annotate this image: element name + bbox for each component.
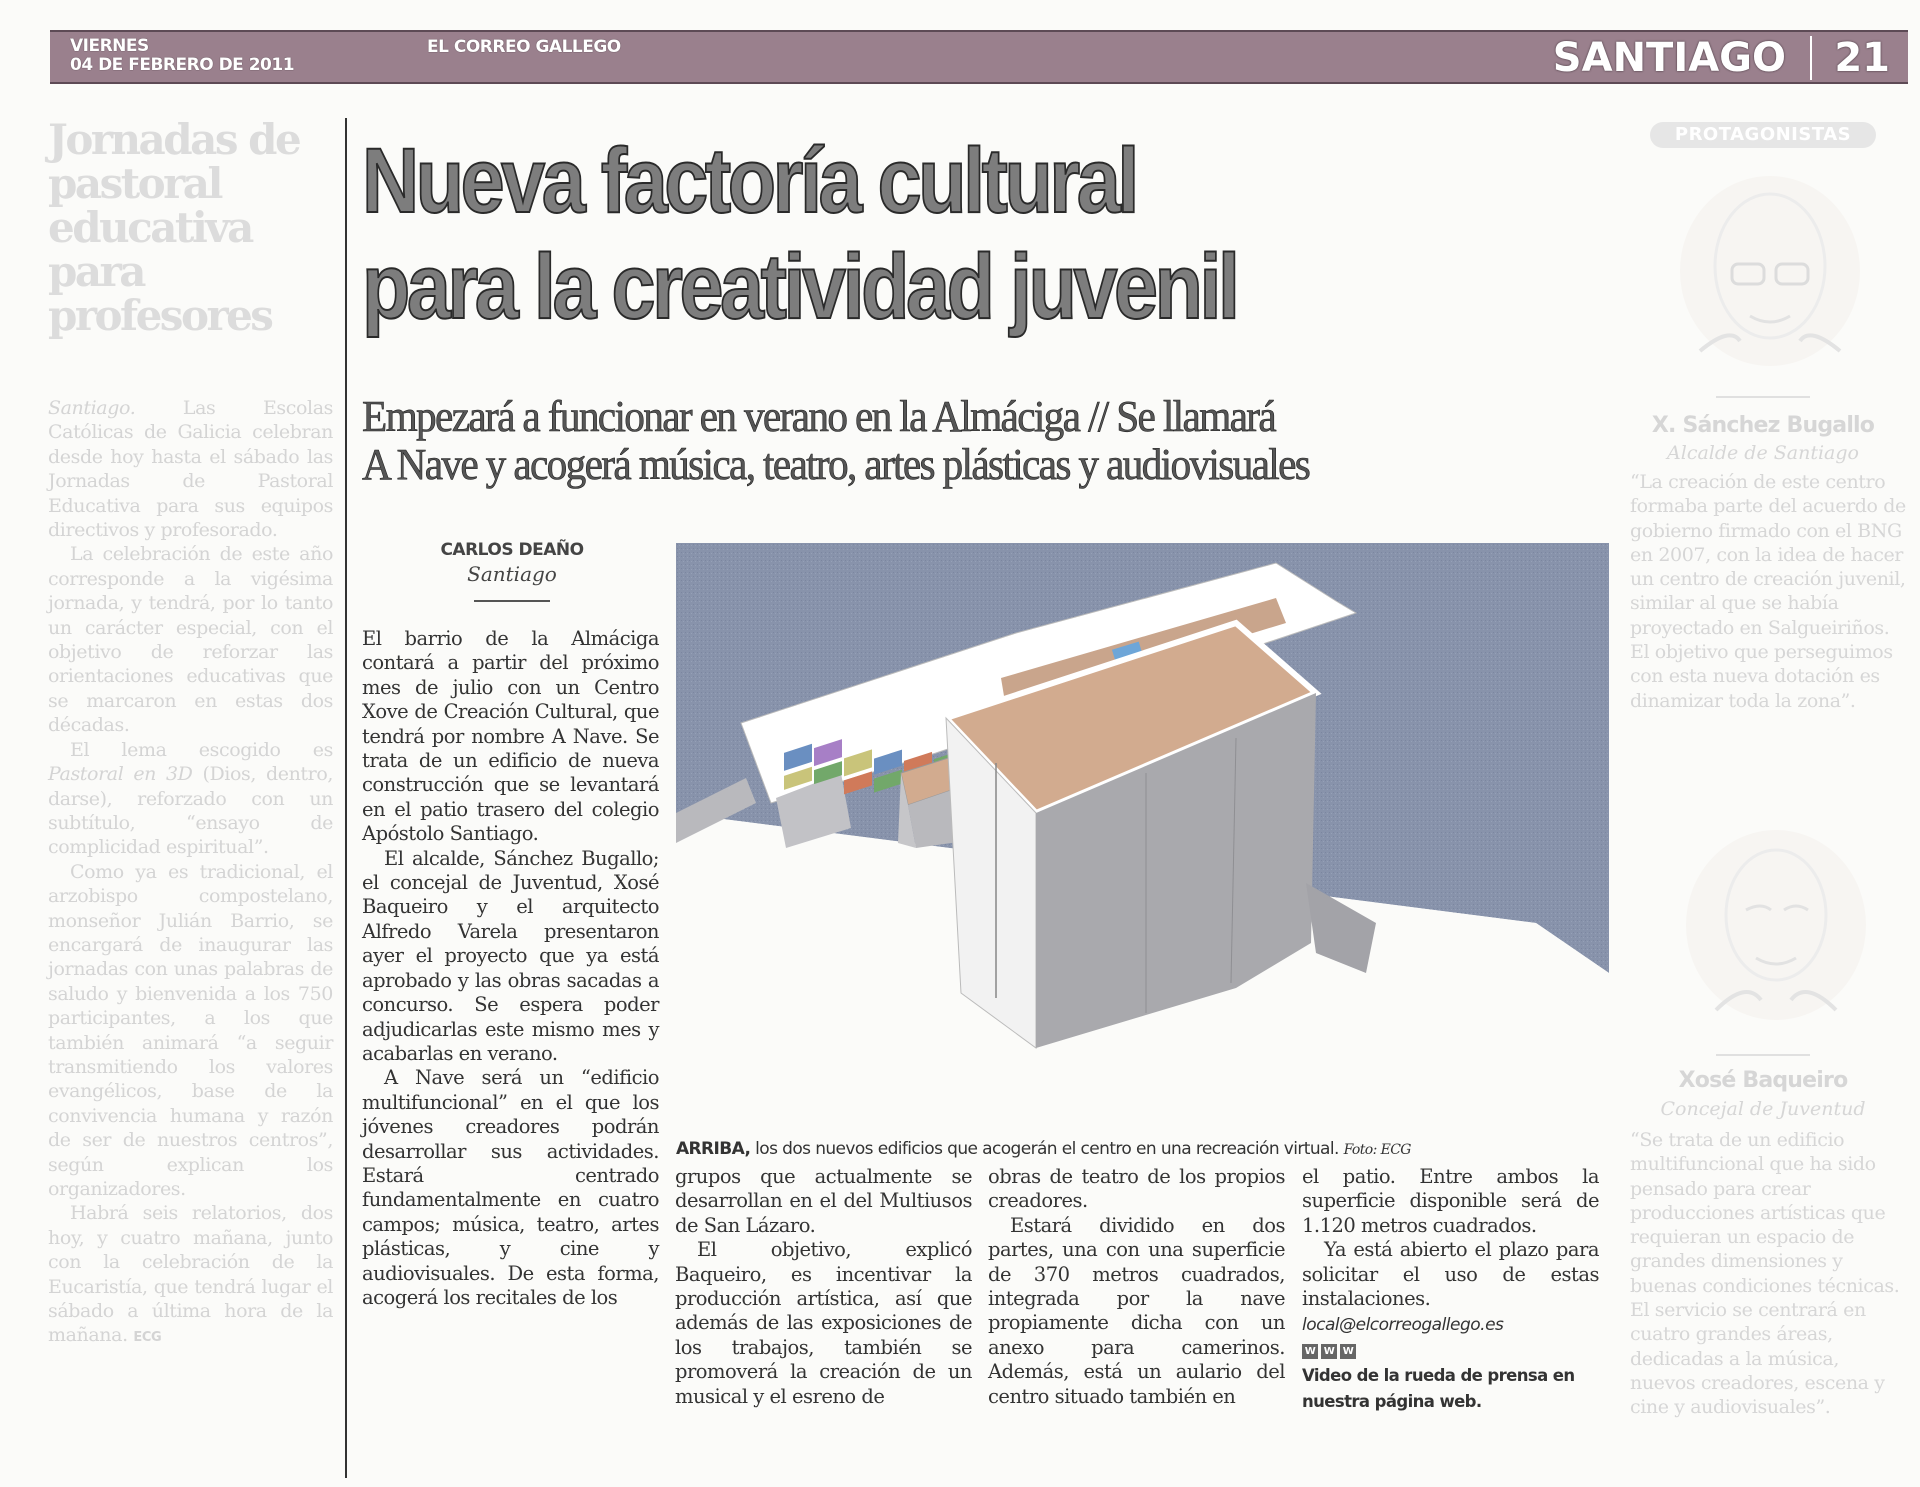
w-letter: W: [1321, 1344, 1337, 1359]
subhead-line: A Nave y acogerá música, teatro, artes plásticas y audiovisuales: [362, 440, 1310, 489]
issue-date: [70, 37, 294, 75]
article-paragraph: A Nave será un “edificio multifuncional” en el que los jóvenes creadores podrán desarrollar sus actividades. Estará centrado fundamentalmente en cuatro campos; música, teatro, artes plásticas, y cine y audiovisuales. De esta forma, acogerá los recitales de los: [362, 1066, 659, 1309]
side-paragraph: [48, 396, 333, 542]
photo-credit: Foto: ECG: [1343, 1142, 1411, 1158]
signature: ECG: [133, 1330, 162, 1346]
side-paragraph: [48, 1201, 333, 1350]
author-location: Santiago: [467, 562, 557, 586]
divider: [1716, 1054, 1810, 1056]
caption-lead: ARRIBA,: [676, 1139, 751, 1159]
article-paragraph: El objetivo, explicó Baqueiro, es incentivar la producción artística, así que además de las exposiciones de los trabajos, también se promoverá la creación de un musical y el esreno de: [675, 1238, 972, 1408]
article-paragraph: obras de teatro de los propios creadores.: [988, 1165, 1285, 1213]
side-article-title: Jornadas de pastoral educativa para profesores: [48, 115, 300, 340]
text: (Dios, dentro, darse), reforzado con un subtítulo, “ensayo de complicidad espiritual”.: [48, 763, 334, 859]
side-paragraph: La celebración de este año corresponde a la vigésima jornada, y tendrá, por lo tanto un carácter especial, con el objetivo de reforzar las orientaciones educativas que se marcaron en estas dos décadas.: [48, 543, 333, 737]
caption-text: los dos nuevos edificios que acogerán el centro en una recreación virtual.: [750, 1139, 1339, 1159]
side-article: [48, 115, 334, 1351]
headline-line: Nueva factoría cultural: [362, 130, 1136, 232]
divider: [1716, 396, 1810, 398]
article-paragraph: Ya está abierto el plazo para solicitar el uso de estas instalaciones.: [1302, 1238, 1599, 1311]
newspaper-name: EL CORREO GALLEGO: [427, 37, 621, 57]
portrait-xose-baqueiro: [1686, 830, 1866, 1020]
page-number: 21: [1834, 35, 1890, 81]
person-with-glasses-icon: [1680, 176, 1860, 366]
person-role: Alcalde de Santiago: [1667, 442, 1859, 464]
subhead-line: Empezará a funcionar en verano en la Almáciga // Se llamará: [362, 392, 1276, 441]
page-header-bar: [50, 30, 1908, 84]
article-column-4: [1302, 1165, 1599, 1415]
side-article-body: [48, 396, 333, 1351]
byline-rule: [474, 600, 550, 602]
person-name: X. Sánchez Bugallo: [1651, 413, 1875, 438]
text: Habrá seis relatorios, dos hoy, y cuatro mañana, junto con la celebración de la Eucaristía, que tendrá lugar el sábado a última hora de la mañana.: [48, 1202, 333, 1347]
dateline: Santiago.: [48, 397, 136, 419]
headline: [362, 128, 1437, 340]
article-paragraph: El barrio de la Almáciga contará a partir del próximo mes de julio con un Centro Xove de Creación Cultural, que tendrá por nombre A Nave. Se trata de un edificio de nueva construcción que se levantará en el patio trasero del colegio Apóstolo Santiago.: [362, 627, 659, 846]
person-quote: “Se trata de un edificio multifuncional que ha sido pensado para crear producciones artísticas que requieran un espacio de grandes dimensiones y buenas condiciones técnicas. El servicio se centrará en cuatro grandes áreas, dedicadas a la música, nuevos creadores, escena y cine y audiovisuales”.: [1630, 1129, 1900, 1419]
byline: [362, 540, 662, 602]
person-portrait-icon: [1686, 830, 1866, 1020]
column-divider: [345, 118, 347, 1478]
text: El lema escogido es: [70, 738, 333, 761]
side-paragraph: [48, 738, 333, 860]
building-rendering-photo: [676, 543, 1609, 1111]
person-role: Concejal de Juventud: [1660, 1098, 1866, 1120]
weekday: VIERNES: [70, 36, 149, 56]
header-divider: [1810, 36, 1812, 80]
side-paragraph-text: Las Escolas Católicas de Galicia celebran desde hoy hasta el sábado las Jornadas de Pastoral Educativa para sus equipos directivos y profesorado.: [48, 397, 333, 542]
photo-caption: [676, 1139, 1616, 1159]
article-column-2: [675, 1165, 972, 1409]
subheadline: [362, 393, 1546, 489]
author-name: CARLOS DEAÑO: [440, 540, 584, 560]
building-rendering-image: [676, 543, 1609, 1111]
section-name: SANTIAGO: [1552, 35, 1786, 81]
headline-line: para la creatividad juvenil: [362, 236, 1237, 338]
w-letter: W: [1302, 1344, 1318, 1359]
contact-email-link[interactable]: local@elcorreogallego.es: [1302, 1315, 1504, 1336]
person-quote: “La creación de este centro formaba parte del acuerdo de gobierno firmado con el BNG en 2007, con la idea de hacer un centro de creación juvenil, similar al que se había proyectado en Salgueiriños. El objetivo que perseguimos con esta nueva dotación es dinamizar toda la zona”.: [1630, 471, 1906, 712]
protagonists-label: PROTAGONISTAS: [1650, 122, 1876, 148]
person-name: Xosé Baqueiro: [1678, 1068, 1848, 1093]
article-paragraph: Estará dividido en dos partes, una con una superficie de 370 metros cuadrados, integrada por la nave propiamente dicha con un anexo para camerinos. Además, está un aulario del centro situado también en: [988, 1213, 1285, 1408]
www-badge-icon: [1302, 1344, 1599, 1359]
video-note: Video de la rueda de prensa en nuestra página web.: [1302, 1365, 1575, 1411]
article-column-1: [362, 627, 659, 1310]
side-paragraph: Como ya es tradicional, el arzobispo compostelano, monseñor Julián Barrio, se encargará de inaugurar las jornadas con unas palabras de saludo y bienvenida a los 750 participantes, a los que también animará “a seguir transmitiendo los valores evangélicos, base de la convivencia humana y razón de ser de nuestros centros”, según explican los organizadores.: [48, 860, 333, 1200]
w-letter: W: [1340, 1344, 1356, 1359]
article-column-3: [988, 1165, 1285, 1409]
portrait-sanchez-bugallo: [1680, 176, 1860, 366]
article-paragraph: grupos que actualmente se desarrollan en el del Multiusos de San Lázaro.: [675, 1165, 972, 1237]
italic-motto: Pastoral en 3D: [48, 763, 193, 786]
article-paragraph: El alcalde, Sánchez Bugallo; el concejal de Juventud, Xosé Baqueiro y el arquitecto Alfredo Varela presentaron ayer el proyecto que ya está aprobado y las obras sacadas a concurso. Se espera poder adjudicarlas este mismo mes y acabarlas en verano.: [362, 846, 659, 1065]
article-paragraph: el patio. Entre ambos la superficie disponible será de 1.120 metros cuadrados.: [1302, 1165, 1599, 1237]
full-date: 04 DE FEBRERO DE 2011: [70, 55, 295, 75]
